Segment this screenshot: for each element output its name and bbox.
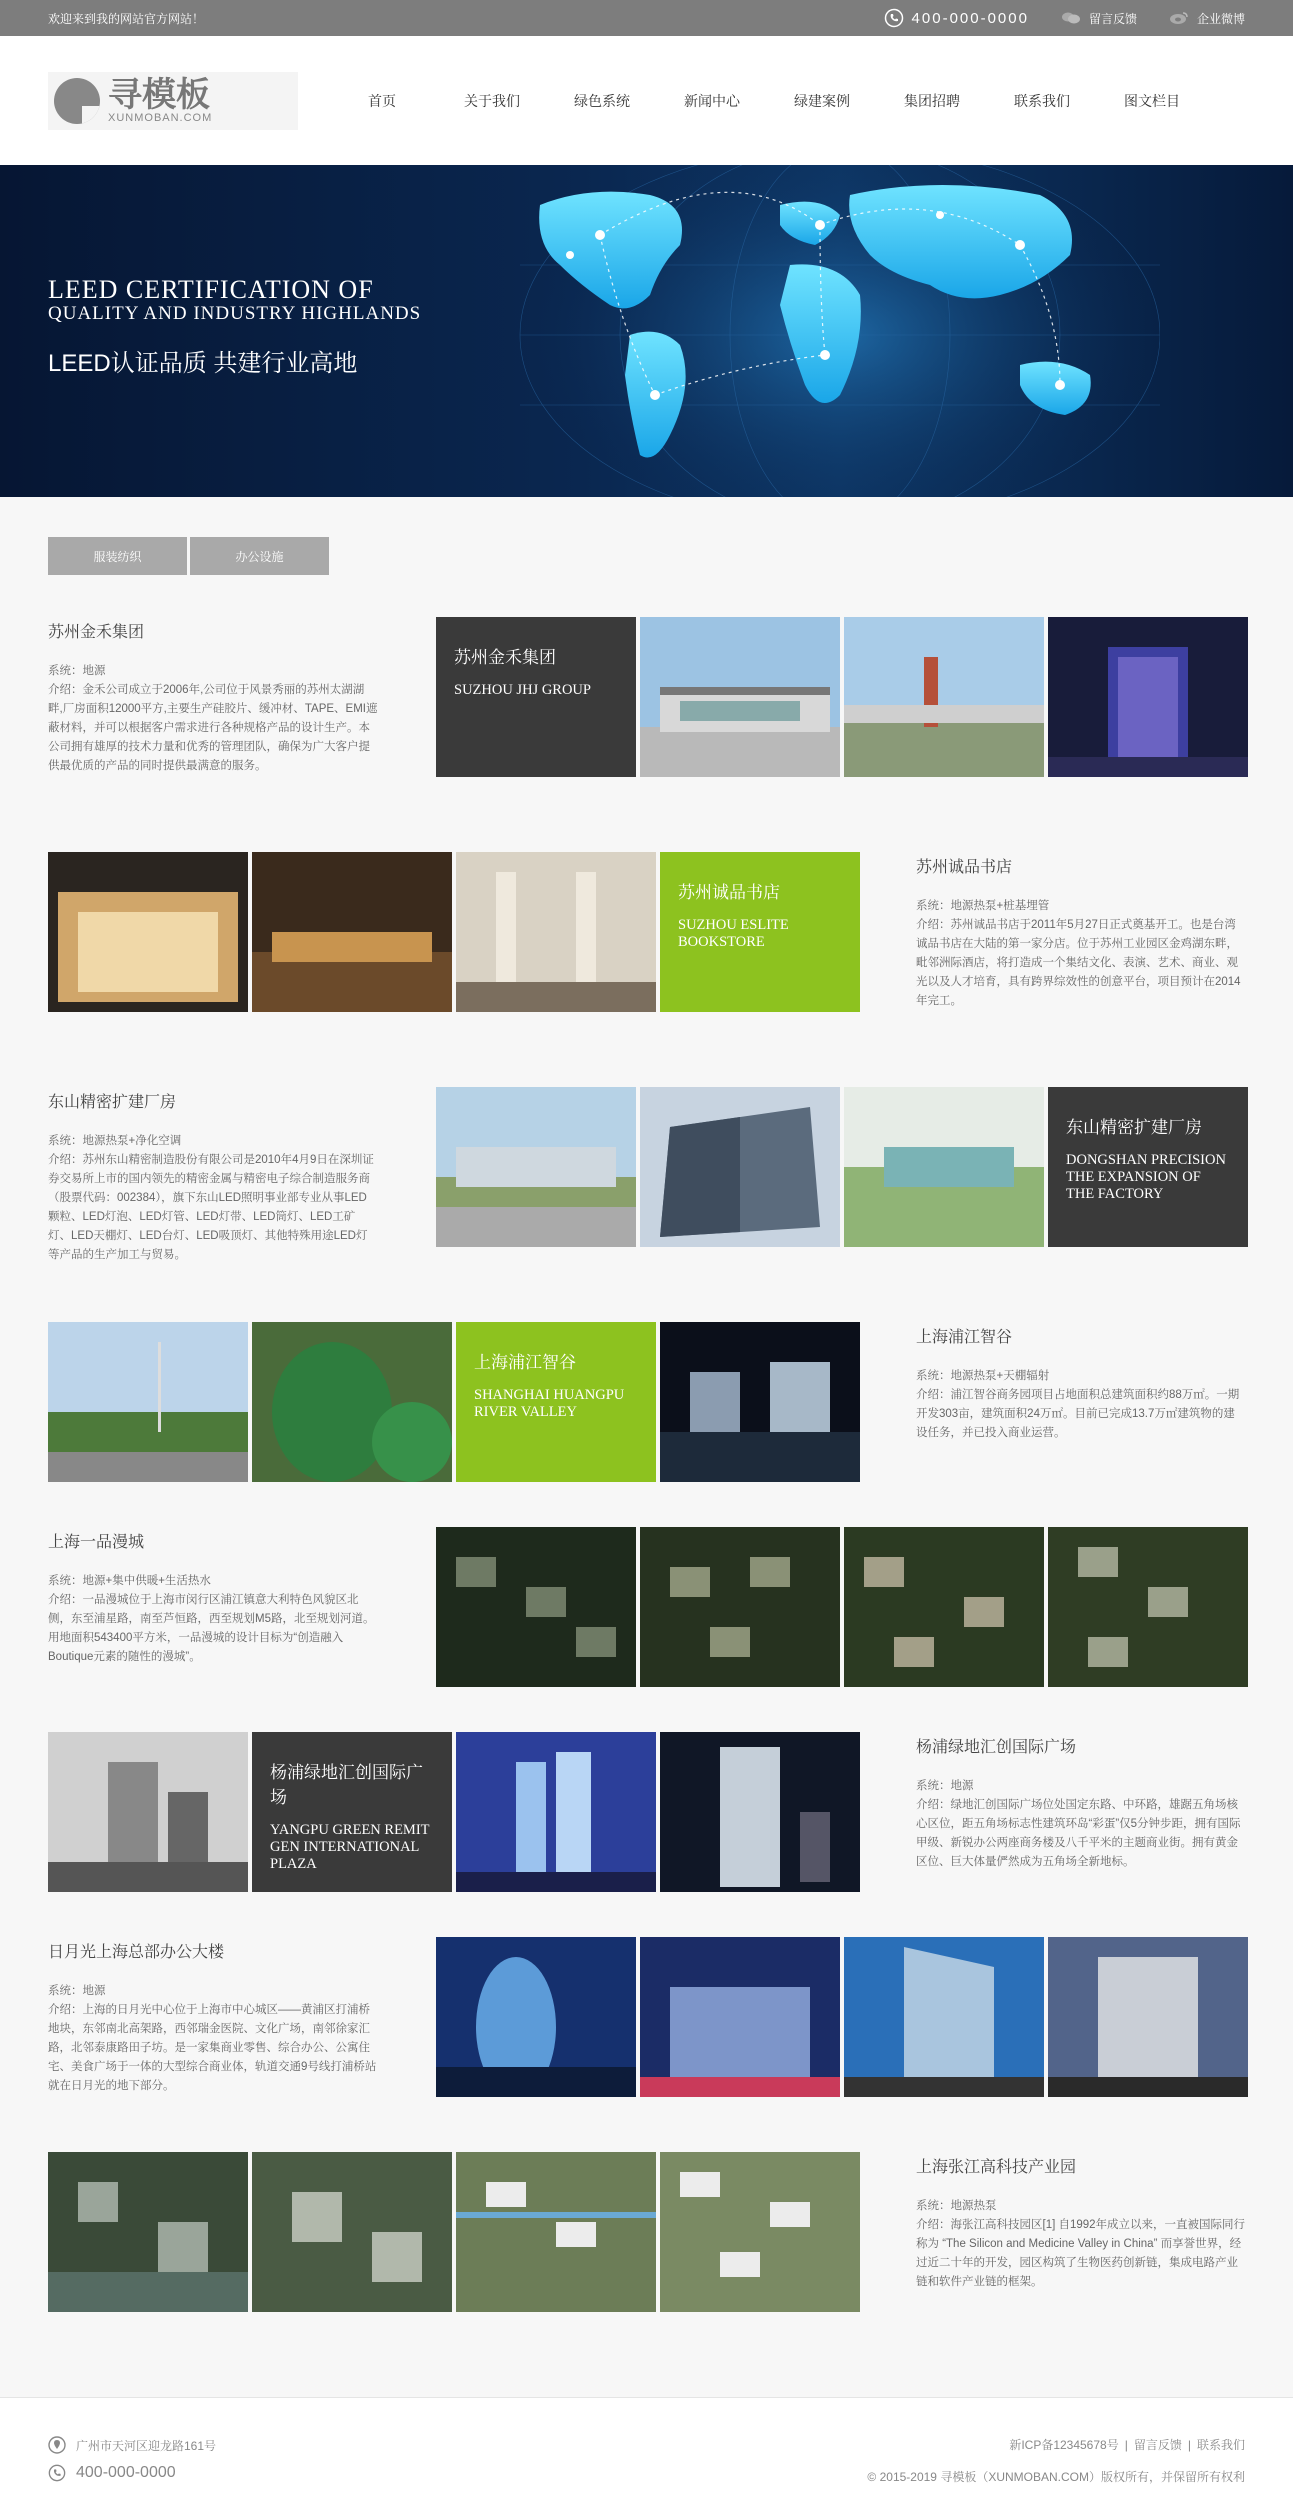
project-block: [48, 1322, 1247, 1482]
project-gallery: [436, 1087, 1248, 1247]
project-system: 系统：地源+集中供暖+生活热水: [48, 1575, 211, 1587]
tile-en-title: DONGSHAN PRECISION THE EXPANSION OF THE FACTORY: [1066, 1152, 1226, 1202]
nav-news[interactable]: 新闻中心: [684, 92, 740, 109]
project-photo[interactable]: [48, 1322, 248, 1482]
nav-green-system[interactable]: 绿色系统: [574, 92, 630, 109]
project-photo[interactable]: [844, 1087, 1044, 1247]
project-title[interactable]: 上海张江高科技产业园: [916, 2159, 1077, 2176]
project-title[interactable]: 上海一品漫城: [48, 1534, 145, 1551]
tile-cn-title: 苏州诚品书店: [678, 883, 780, 902]
nav-contact[interactable]: 联系我们: [1014, 92, 1070, 109]
project-photo[interactable]: [48, 2152, 248, 2312]
footer-phone-text: 400-000-0000: [76, 2464, 176, 2481]
project-photo[interactable]: [660, 2152, 860, 2312]
project-info: [48, 1527, 378, 1667]
banner-en-line1: LEED CERTIFICATION OF: [48, 275, 374, 304]
project-photo[interactable]: [1048, 617, 1248, 777]
project-system: 系统：地源热泵+桩基埋管: [916, 900, 1050, 912]
project-system: 系统：地源: [916, 1780, 974, 1792]
phone-icon: [884, 8, 904, 28]
chat-icon: [1061, 11, 1081, 25]
tile-cn-title: 杨浦绿地汇创国际广场: [270, 1763, 423, 1807]
project-info: [48, 617, 378, 776]
weibo-link[interactable]: [1169, 10, 1245, 27]
project-photo[interactable]: [844, 1937, 1044, 2097]
tile-en-title: SUZHOU ESLITE BOOKSTORE: [678, 917, 789, 950]
project-photo[interactable]: [252, 1322, 452, 1482]
project-system: 系统：地源热泵+天棚辐射: [916, 1370, 1050, 1382]
hero-banner: [0, 165, 1293, 497]
site-footer: [0, 2397, 1293, 2519]
tile-en-title: YANGPU GREEN REMIT GEN INTERNATIONAL PLAZA: [270, 1822, 430, 1872]
project-system: 系统：地源: [48, 665, 106, 677]
project-info: [48, 1087, 378, 1265]
project-caption-tile[interactable]: [660, 852, 860, 1012]
nav-jobs[interactable]: 集团招聘: [904, 92, 960, 109]
project-photo[interactable]: [844, 617, 1044, 777]
project-photo[interactable]: [456, 1732, 656, 1892]
project-gallery: [48, 852, 860, 1012]
project-photo[interactable]: [1048, 1937, 1248, 2097]
hotline-number: 400-000-0000: [911, 9, 1029, 27]
tile-en-title: SUZHOU JHJ GROUP: [454, 682, 591, 698]
project-system: 系统：地源热泵: [916, 2200, 997, 2212]
tab-apparel-textile[interactable]: 服装纺织: [48, 537, 187, 575]
project-title[interactable]: 苏州金禾集团: [48, 624, 145, 641]
nav-about[interactable]: 关于我们: [464, 92, 520, 109]
footer-address-text: 广州市天河区迎龙路161号: [76, 2438, 217, 2453]
project-block: [48, 1527, 1247, 1687]
tile-cn-title: 苏州金禾集团: [454, 648, 556, 667]
project-gallery: [48, 1732, 860, 1892]
project-intro: 介绍：海张江高科技园区[1] 自1992年成立以来，一直被国际同行称为 “The Silicon and Medicine Valley in China” 而享誉世界，经过近二十年的开发，园区构筑了生物医药创新链，集成电路产业链和软件产业链的框架。: [916, 2219, 1246, 2288]
project-intro: 介绍：苏州东山精密制造股份有限公司是2010年4月9日在深圳证券交易所上市的国内领先的精密金属与精密电子综合制造服务商（股票代码：002384），旗下东山LED照明事业部专业从事LED颗粒、LED灯泡、LED灯管、LED灯带、LED筒灯、LED工矿灯、LED天棚灯、LED台灯、LED吸顶灯、其他特殊用途LED灯等产品的生产加工与贸易。: [48, 1154, 374, 1261]
project-intro: 介绍：一品漫城位于上海市闵行区浦江镇意大利特色风貌区北侧，东至浦星路，南至芦恒路，西至规划M5路，北至规划河道。用地面积543400平方米，一品漫城的设计目标为“创造融入Boutique元素的随性的漫城”。: [48, 1594, 375, 1663]
tab-office-facilities[interactable]: 办公设施: [190, 537, 329, 575]
nav-gallery[interactable]: 图文栏目: [1124, 92, 1180, 109]
logo[interactable]: [48, 72, 298, 130]
project-info: [916, 2152, 1246, 2292]
project-gallery: [48, 2152, 860, 2312]
main-nav: [327, 91, 1207, 111]
project-block: [48, 852, 1247, 1012]
project-photo[interactable]: [844, 1527, 1044, 1687]
project-photo[interactable]: [456, 2152, 656, 2312]
project-caption-tile[interactable]: [436, 617, 636, 777]
footer-address: [48, 2436, 216, 2454]
project-info: [916, 1322, 1246, 1443]
project-photo[interactable]: [48, 1732, 248, 1892]
project-photo[interactable]: [660, 1322, 860, 1482]
site-header: [0, 36, 1293, 165]
footer-contact-link[interactable]: 联系我们: [1196, 2438, 1245, 2452]
weibo-icon: [1169, 11, 1189, 25]
project-gallery: [436, 1937, 1248, 2097]
project-photo[interactable]: [640, 1087, 840, 1247]
project-photo[interactable]: [660, 1732, 860, 1892]
project-intro: 介绍：金禾公司成立于2006年,公司位于风景秀丽的苏州太湖湖畔,厂房面积12000平方,主要生产硅胶片、缓冲材、TAPE、EMI遮蔽材料，并可以根据客户需求进行各种规格产品的设计生产。本公司拥有雄厚的技术力量和优秀的管理团队，确保为广大客户提供最优质的产品的同时提供最满意的服务。: [48, 684, 378, 772]
banner-en-line2: QUALITY AND INDUSTRY HIGHLANDS: [48, 303, 422, 324]
hotline: [884, 8, 1029, 28]
location-pin-icon: [48, 2436, 66, 2454]
logo-domain: XUNMOBAN.COM: [108, 111, 213, 124]
project-info: [916, 852, 1246, 1011]
project-intro: 介绍：上海的日月光中心位于上海市中心城区——黄浦区打浦桥地块，东邻南北高架路，西邻瑞金医院、文化广场，南邻徐家汇路，北邻泰康路田子坊。是一家集商业零售、综合办公、公寓住宅、美食广场于一体的大型综合商业体，轨道交通9号线打浦桥站就在日月光的地下部分。: [48, 2004, 377, 2092]
footer-feedback-link[interactable]: 留言反馈: [1133, 2438, 1182, 2452]
project-system: 系统：地源: [48, 1985, 106, 1997]
project-title[interactable]: 日月光上海总部办公大楼: [48, 1944, 225, 1961]
project-photo[interactable]: [436, 1527, 636, 1687]
phone-icon: [48, 2464, 66, 2482]
project-photo[interactable]: [436, 1087, 636, 1247]
feedback-link[interactable]: [1061, 10, 1137, 27]
project-title[interactable]: 杨浦绿地汇创国际广场: [916, 1739, 1077, 1756]
project-photo[interactable]: [252, 852, 452, 1012]
copyright: © 2015-2019 寻模板（XUNMOBAN.COM）版权所有，并保留所有权利: [867, 2470, 1245, 2484]
project-info: [48, 1937, 378, 2096]
tile-cn-title: 上海浦江智谷: [474, 1353, 576, 1372]
project-caption-tile[interactable]: [1048, 1087, 1248, 1247]
weibo-label: 企业微博: [1196, 11, 1245, 26]
nav-home[interactable]: 首页: [368, 92, 396, 109]
project-photo[interactable]: [640, 1937, 840, 2097]
project-block: [48, 1087, 1247, 1261]
project-title[interactable]: 上海浦江智谷: [916, 1329, 1013, 1346]
project-intro: 介绍：浦江智谷商务园项目占地面积总建筑面积约88万㎡。一期开发303亩，建筑面积24万㎡。目前已完成13.7万㎡建筑物的建设任务，并已投入商业运营。: [916, 1389, 1240, 1439]
nav-cases[interactable]: 绿建案例: [794, 92, 850, 109]
project-gallery: [48, 1322, 860, 1482]
project-caption-tile[interactable]: [456, 1322, 656, 1482]
project-system: 系统：地源热泵+净化空调: [48, 1135, 182, 1147]
project-block: [48, 1937, 1247, 2097]
project-photo[interactable]: [1048, 1527, 1248, 1687]
project-block: [48, 617, 1247, 777]
project-caption-tile[interactable]: [252, 1732, 452, 1892]
project-photo[interactable]: [48, 852, 248, 1012]
project-photo[interactable]: [456, 852, 656, 1012]
project-block: [48, 1732, 1247, 1892]
category-tabs: [48, 537, 329, 575]
feedback-label: 留言反馈: [1088, 11, 1137, 26]
tile-cn-title: 东山精密扩建厂房: [1066, 1118, 1202, 1137]
project-photo[interactable]: [252, 2152, 452, 2312]
project-gallery: [436, 1527, 1248, 1687]
banner-cn-slogan: LEED认证品质 共建行业高地: [48, 350, 358, 377]
project-photo[interactable]: [436, 1937, 636, 2097]
project-title[interactable]: 苏州诚品书店: [916, 859, 1013, 876]
logo-mark-icon: [54, 78, 100, 124]
logo-name: 寻模板: [108, 74, 210, 115]
top-bar: [0, 0, 1293, 36]
footer-links: 新ICP备12345678号 | 留言反馈 | 联系我们: [1009, 2438, 1245, 2452]
project-photo[interactable]: [640, 1527, 840, 1687]
project-info: [916, 1732, 1246, 1872]
project-intro: 介绍：绿地汇创国际广场位处国定东路、中环路，雄踞五角场核心区位，距五角场标志性建筑环岛“彩蛋”仅5分钟步距，拥有国际甲级、新锐办公两座商务楼及八千平米的主题商业街。拥有黄金区位、巨大体量俨然成为五角场全新地标。: [916, 1799, 1241, 1868]
icp-number[interactable]: 新ICP备12345678号: [1009, 2438, 1119, 2452]
project-gallery: [436, 617, 1248, 777]
footer-phone: [48, 2464, 176, 2482]
project-intro: 介绍：苏州诚品书店于2011年5月27日正式奠基开工。也是台湾诚品书店在大陆的第一家分店。位于苏州工业园区金鸡湖东畔，毗邻洲际酒店，将打造成一个集结文化、表演、艺术、商业、观光以及人才培育，具有跨界综效性的创意平台，项目预计在2014年完工。: [916, 919, 1241, 1007]
project-block: [48, 2152, 1247, 2312]
project-photo[interactable]: [640, 617, 840, 777]
world-map-image: [480, 165, 1160, 497]
project-title[interactable]: 东山精密扩建厂房: [48, 1094, 177, 1111]
tile-en-title: SHANGHAI HUANGPU RIVER VALLEY: [474, 1387, 625, 1420]
welcome-text: 欢迎来到我的网站官方网站！: [48, 11, 205, 26]
